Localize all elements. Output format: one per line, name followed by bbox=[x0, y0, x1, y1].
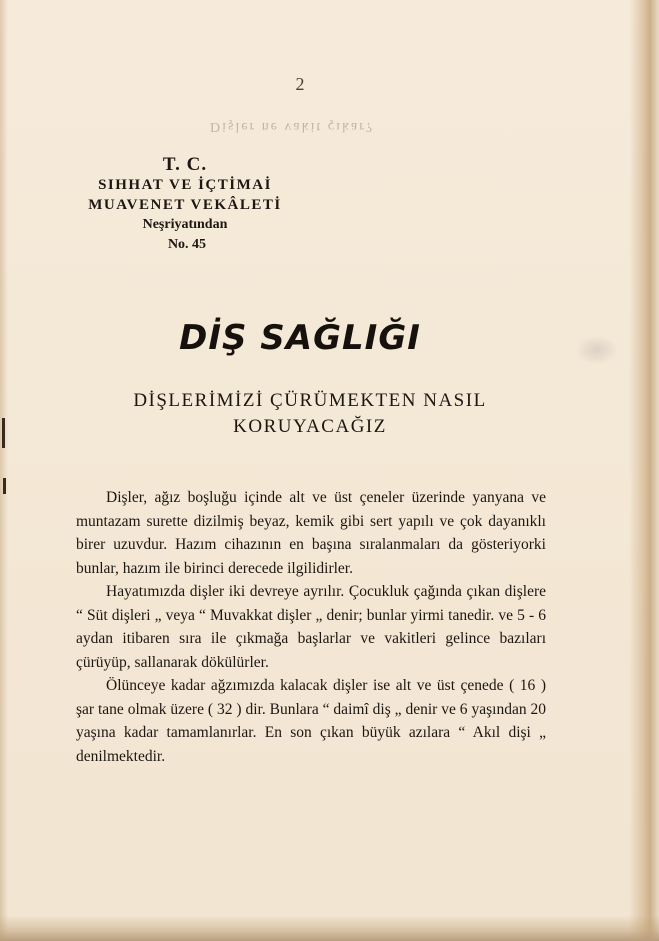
publisher-series: Neşriyatından bbox=[142, 217, 228, 232]
bleed-through-text: Dişler ne vakit çıkar? bbox=[210, 119, 375, 134]
document-title: DİŞ SAĞLIĞI bbox=[179, 318, 421, 358]
publisher-tc: T. C. bbox=[162, 154, 208, 175]
subtitle-line1: DİŞLERİMİZİ ÇÜRÜMEKTEN NASIL bbox=[133, 390, 487, 411]
publisher-ministry-line2: MUAVENET VEKÂLETİ bbox=[88, 197, 282, 213]
paragraph: Hayatımızda dişler iki devreye ayrılır. Çocukluk çağında çıkan dişlere “ Süt dişleri „ veya “ Muvakkat dişler „ denir; bunlar yirmi tanedir. ve 5 - 6 aydan itibaren sıra ile çıkmağa başlarlar ve vakitleri gelince bazıları çürüyüp, sallanarak dökülürler. bbox=[76, 583, 546, 671]
paragraph: Dişler, ağız boşluğu içinde alt ve üst çeneler üzerinde yanyana ve muntazam surette dizilmiş beyaz, kemik gibi sert yapılı ve çok dayanıklı birer uzuvdur. Hazım cihazının en başına sıralanmaları da gösteriyorki bunlar, hazım ile birinci derecede ilgilidirler. bbox=[76, 489, 546, 577]
margin-mark bbox=[3, 478, 6, 494]
document-subtitle bbox=[0, 388, 620, 440]
paper-edge-bottom bbox=[0, 915, 659, 941]
subtitle-line2: KORUYACAĞIZ bbox=[233, 416, 387, 437]
paper-edge-left bbox=[0, 0, 8, 941]
publisher-ministry-line1: SIHHAT VE İÇTİMAİ bbox=[98, 177, 272, 193]
paragraph: Ölünceye kadar ağzımızda kalacak dişler ise alt ve üst çenede ( 16 ) şar tane olmak üzere ( 32 ) dir. Bunlara “ daimî diş „ denir ve 6 yaşından 20 yaşına kadar tamamlanırlar. En son çıkan büyük azılara “ Akıl dişi „ denilmektedir. bbox=[76, 677, 546, 765]
publisher-number: No. 45 bbox=[167, 237, 207, 252]
publisher-block bbox=[80, 155, 290, 255]
page-number: 2 bbox=[295, 74, 305, 94]
paper-edge-right bbox=[629, 0, 659, 941]
body-text bbox=[76, 486, 546, 768]
